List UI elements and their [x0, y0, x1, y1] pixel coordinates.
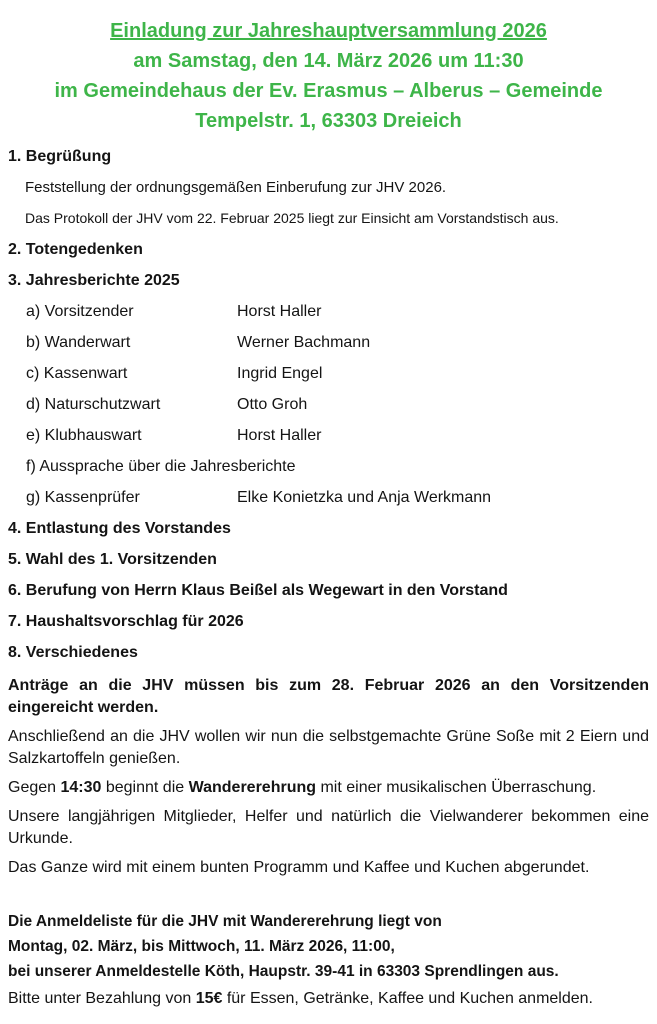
agenda-item-1-note-1: Feststellung der ordnungsgemäßen Einberufung zur JHV 2026. — [25, 179, 447, 196]
report-person: Elke Konietzka und Anja Werkmann — [237, 489, 492, 506]
agenda-item-6: 6. Berufung von Herrn Klaus Beißel als Wegewart in den Vorstand — [8, 582, 508, 599]
report-person: Ingrid Engel — [237, 365, 323, 382]
report-person: Horst Haller — [237, 427, 322, 444]
report-person: Werner Bachmann — [237, 334, 371, 351]
signup-line-1: Die Anmeldeliste für die JHV mit Wandererehrung liegt von — [8, 913, 442, 930]
payment-note — [8, 988, 649, 1010]
signup-section — [8, 909, 649, 1010]
report-row-klubhauswart — [26, 427, 649, 444]
honoring-suffix: mit einer musikalischen Überraschung. — [316, 779, 597, 796]
header-date-line: am Samstag, den 14. März 2026 um 11:30 — [133, 50, 524, 72]
payment-suffix: für Essen, Getränke, Kaffee und Kuchen anmelden. — [222, 990, 593, 1007]
agenda-list — [8, 148, 649, 661]
header-venue-line: im Gemeindehaus der Ev. Erasmus – Alberus – Gemeinde — [54, 80, 603, 102]
certificate-note: Unsere langjährigen Mitglieder, Helfer und natürlich die Vielwanderer bekommen eine Urkunde. — [8, 808, 649, 847]
signup-line-3: bei unserer Anmeldestelle Köth, Haupstr. 39-41 in 63303 Sprendlingen aus. — [8, 963, 559, 980]
report-role: a) Vorsitzender — [26, 303, 134, 320]
report-row-kassenpruefer — [26, 489, 649, 506]
agenda-item-1: 1. Begrüßung — [8, 148, 112, 165]
honoring-mid: beginnt die — [101, 779, 189, 796]
signup-line-2: Montag, 02. März, bis Mittwoch, 11. März 2026, 11:00, — [8, 938, 395, 955]
report-role: b) Wanderwart — [26, 334, 131, 351]
motions-deadline-note: Anträge an die JHV müssen bis zum 28. Februar 2026 an den Vorsitzenden eingereicht werden. — [8, 677, 649, 716]
report-person: Horst Haller — [237, 303, 322, 320]
report-role: e) Klubhauswart — [26, 427, 142, 444]
honoring-note — [8, 777, 649, 799]
agenda-item-4: 4. Entlastung des Vorstandes — [8, 520, 231, 537]
header-title-line: Einladung zur Jahreshauptversammlung 2026 — [110, 20, 547, 42]
notes-section — [8, 675, 649, 879]
agenda-item-2: 2. Totengedenken — [8, 241, 143, 258]
agenda-item-3: 3. Jahresberichte 2025 — [8, 272, 180, 289]
report-row-wanderwart — [26, 334, 649, 351]
document-header — [8, 0, 649, 136]
program-note: Das Ganze wird mit einem bunten Programm und Kaffee und Kuchen abgerundet. — [8, 859, 590, 876]
report-person: Otto Groh — [237, 396, 308, 413]
signup-list-info — [8, 909, 649, 984]
agenda-item-5: 5. Wahl des 1. Vorsitzenden — [8, 551, 217, 568]
meal-note: Anschließend an die JHV wollen wir nun die selbstgemachte Grüne Soße mit 2 Eiern und Salzkartoffeln genießen. — [8, 728, 649, 767]
honoring-time: 14:30 — [60, 779, 102, 796]
report-role: c) Kassenwart — [26, 365, 128, 382]
payment-prefix: Bitte unter Bezahlung von — [8, 990, 196, 1007]
agenda-item-7: 7. Haushaltsvorschlag für 2026 — [8, 613, 244, 630]
report-role: d) Naturschutzwart — [26, 396, 161, 413]
honoring-prefix: Gegen — [8, 779, 61, 796]
honoring-event: Wandererehrung — [188, 779, 317, 796]
report-row-kassenwart — [26, 365, 649, 382]
header-address-line: Tempelstr. 1, 63303 Dreieich — [195, 110, 462, 132]
report-row-aussprache — [26, 458, 649, 475]
report-row-naturschutzwart — [26, 396, 649, 413]
agenda-item-1-note-2: Das Protokoll der JHV vom 22. Februar 2025 liegt zur Einsicht am Vorstandstisch aus. — [25, 210, 559, 226]
payment-amount: 15€ — [195, 990, 223, 1007]
agenda-item-8: 8. Verschiedenes — [8, 644, 138, 661]
report-role: f) Aussprache über die Jahresberichte — [26, 458, 296, 475]
report-role: g) Kassenprüfer — [26, 489, 140, 506]
report-row-vorsitzender — [26, 303, 649, 320]
